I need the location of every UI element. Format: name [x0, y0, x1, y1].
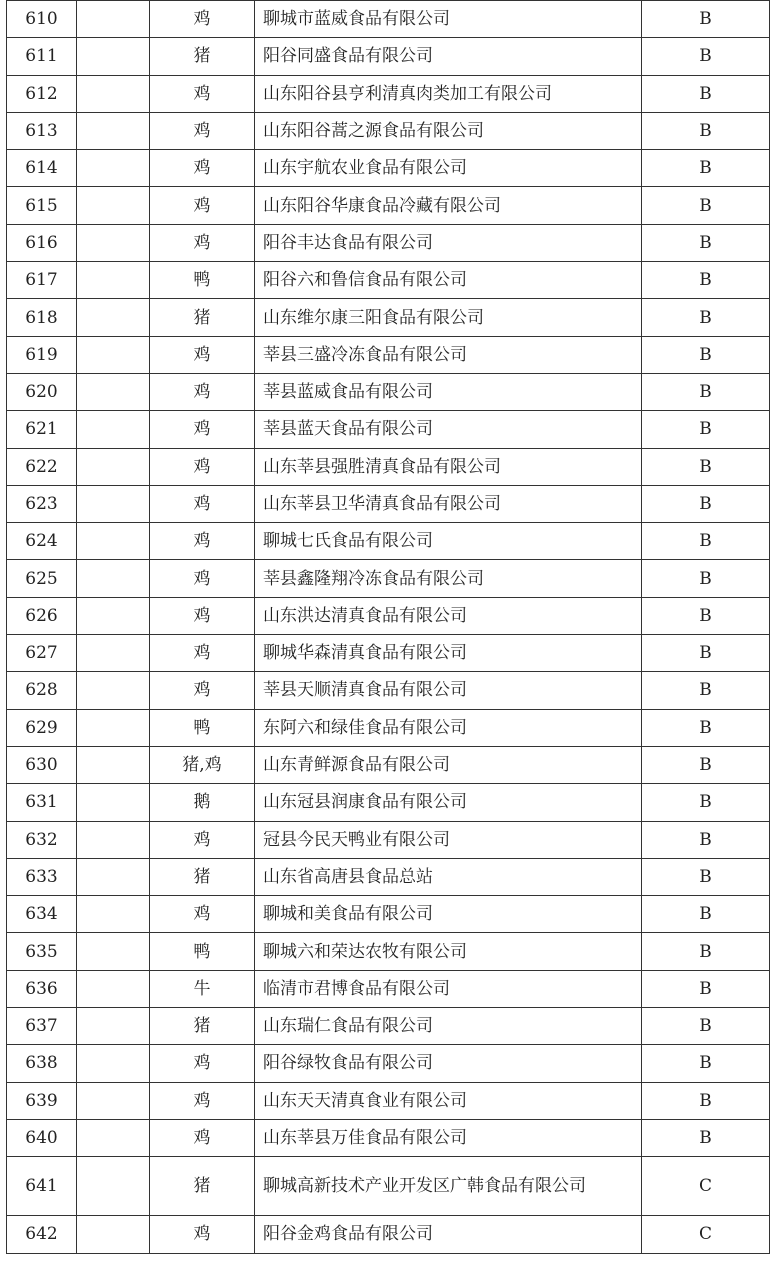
- livestock-type-cell: 鸡: [150, 523, 255, 560]
- grade-cell: B: [642, 262, 770, 299]
- grade-cell: B: [642, 336, 770, 373]
- region-cell: [77, 709, 150, 746]
- company-name-cell: 阳谷绿牧食品有限公司: [255, 1045, 642, 1082]
- company-name-cell: 山东莘县强胜清真食品有限公司: [255, 448, 642, 485]
- company-name-cell: 东阿六和绿佳食品有限公司: [255, 709, 642, 746]
- livestock-type-cell: 猪: [150, 299, 255, 336]
- company-name-cell: 聊城七氏食品有限公司: [255, 523, 642, 560]
- region-cell: [77, 38, 150, 75]
- region-cell: [77, 970, 150, 1007]
- row-number-cell: 629: [7, 709, 77, 746]
- company-name-cell: 山东洪达清真食品有限公司: [255, 597, 642, 634]
- row-number-cell: 610: [7, 1, 77, 38]
- row-number-cell: 617: [7, 262, 77, 299]
- company-name-cell: 莘县鑫隆翔冷冻食品有限公司: [255, 560, 642, 597]
- livestock-type-cell: 猪: [150, 38, 255, 75]
- company-name-cell: 临清市君博食品有限公司: [255, 970, 642, 1007]
- grade-cell: B: [642, 1, 770, 38]
- region-cell: [77, 746, 150, 783]
- company-name-cell: 聊城华森清真食品有限公司: [255, 635, 642, 672]
- region-cell: [77, 373, 150, 410]
- grade-cell: B: [642, 75, 770, 112]
- livestock-type-cell: 鸡: [150, 896, 255, 933]
- region-cell: [77, 187, 150, 224]
- region-cell: [77, 821, 150, 858]
- region-cell: [77, 933, 150, 970]
- table-row: [7, 1157, 770, 1216]
- region-cell: [77, 597, 150, 634]
- row-number-cell: 639: [7, 1082, 77, 1119]
- grade-cell: B: [642, 896, 770, 933]
- region-cell: [77, 336, 150, 373]
- company-name-cell: 山东宇航农业食品有限公司: [255, 150, 642, 187]
- row-number-cell: 622: [7, 448, 77, 485]
- table-row: [7, 821, 770, 858]
- region-cell: [77, 1157, 150, 1216]
- region-cell: [77, 150, 150, 187]
- livestock-type-cell: 鸡: [150, 448, 255, 485]
- grade-cell: B: [642, 187, 770, 224]
- grade-cell: B: [642, 821, 770, 858]
- grade-cell: B: [642, 373, 770, 410]
- table-row: [7, 262, 770, 299]
- row-number-cell: 613: [7, 112, 77, 149]
- region-cell: [77, 112, 150, 149]
- region-cell: [77, 1, 150, 38]
- table-body: [7, 1, 770, 1254]
- grade-cell: B: [642, 1045, 770, 1082]
- company-name-cell: 山东省高唐县食品总站: [255, 858, 642, 895]
- region-cell: [77, 411, 150, 448]
- grade-cell: B: [642, 485, 770, 522]
- company-name-cell: 山东瑞仁食品有限公司: [255, 1008, 642, 1045]
- row-number-cell: 641: [7, 1157, 77, 1216]
- company-name-cell: 莘县蓝威食品有限公司: [255, 373, 642, 410]
- table-row: [7, 1, 770, 38]
- grade-cell: B: [642, 38, 770, 75]
- table-row: [7, 635, 770, 672]
- row-number-cell: 635: [7, 933, 77, 970]
- company-name-cell: 阳谷金鸡食品有限公司: [255, 1216, 642, 1253]
- livestock-type-cell: 鸭: [150, 933, 255, 970]
- grade-cell: B: [642, 560, 770, 597]
- livestock-type-cell: 鸡: [150, 635, 255, 672]
- grade-cell: B: [642, 411, 770, 448]
- table-row: [7, 112, 770, 149]
- table-row: [7, 523, 770, 560]
- region-cell: [77, 784, 150, 821]
- livestock-type-cell: 鸡: [150, 1045, 255, 1082]
- company-name-cell: 聊城六和荣达农牧有限公司: [255, 933, 642, 970]
- region-cell: [77, 858, 150, 895]
- row-number-cell: 623: [7, 485, 77, 522]
- company-name-cell: 山东阳谷县亨利清真肉类加工有限公司: [255, 75, 642, 112]
- row-number-cell: 619: [7, 336, 77, 373]
- livestock-type-cell: 鸭: [150, 262, 255, 299]
- row-number-cell: 636: [7, 970, 77, 1007]
- grade-cell: B: [642, 858, 770, 895]
- row-number-cell: 612: [7, 75, 77, 112]
- table-row: [7, 560, 770, 597]
- grade-cell: B: [642, 635, 770, 672]
- livestock-type-cell: 鸡: [150, 187, 255, 224]
- row-number-cell: 625: [7, 560, 77, 597]
- region-cell: [77, 523, 150, 560]
- row-number-cell: 618: [7, 299, 77, 336]
- table-row: [7, 38, 770, 75]
- table-row: [7, 187, 770, 224]
- row-number-cell: 624: [7, 523, 77, 560]
- livestock-type-cell: 鸡: [150, 597, 255, 634]
- row-number-cell: 634: [7, 896, 77, 933]
- grade-cell: B: [642, 224, 770, 261]
- livestock-type-cell: 猪: [150, 858, 255, 895]
- row-number-cell: 637: [7, 1008, 77, 1045]
- table-row: [7, 1119, 770, 1156]
- row-number-cell: 614: [7, 150, 77, 187]
- row-number-cell: 628: [7, 672, 77, 709]
- table-row: [7, 336, 770, 373]
- grade-cell: B: [642, 150, 770, 187]
- table-row: [7, 1216, 770, 1253]
- table-row: [7, 597, 770, 634]
- grade-cell: B: [642, 970, 770, 1007]
- livestock-type-cell: 鸡: [150, 672, 255, 709]
- row-number-cell: 620: [7, 373, 77, 410]
- row-number-cell: 642: [7, 1216, 77, 1253]
- enterprise-grade-table: [6, 0, 770, 1254]
- table-row: [7, 1008, 770, 1045]
- livestock-type-cell: 鸡: [150, 336, 255, 373]
- region-cell: [77, 635, 150, 672]
- company-name-cell: 山东天天清真食业有限公司: [255, 1082, 642, 1119]
- table-row: [7, 933, 770, 970]
- company-name-cell: 山东阳谷华康食品冷藏有限公司: [255, 187, 642, 224]
- livestock-type-cell: 猪: [150, 1008, 255, 1045]
- table-row: [7, 709, 770, 746]
- grade-cell: C: [642, 1216, 770, 1253]
- region-cell: [77, 672, 150, 709]
- livestock-type-cell: 鸡: [150, 373, 255, 410]
- region-cell: [77, 560, 150, 597]
- livestock-type-cell: 鸡: [150, 560, 255, 597]
- region-cell: [77, 224, 150, 261]
- row-number-cell: 631: [7, 784, 77, 821]
- company-name-cell: 山东莘县万佳食品有限公司: [255, 1119, 642, 1156]
- livestock-type-cell: 鸡: [150, 1119, 255, 1156]
- table-row: [7, 75, 770, 112]
- row-number-cell: 633: [7, 858, 77, 895]
- table-row: [7, 896, 770, 933]
- region-cell: [77, 1119, 150, 1156]
- region-cell: [77, 1008, 150, 1045]
- livestock-type-cell: 鹅: [150, 784, 255, 821]
- table-row: [7, 746, 770, 783]
- region-cell: [77, 299, 150, 336]
- grade-cell: B: [642, 448, 770, 485]
- grade-cell: B: [642, 746, 770, 783]
- table-row: [7, 784, 770, 821]
- company-name-cell: 阳谷六和鲁信食品有限公司: [255, 262, 642, 299]
- livestock-type-cell: 猪,鸡: [150, 746, 255, 783]
- company-name-cell: 山东莘县卫华清真食品有限公司: [255, 485, 642, 522]
- table-row: [7, 448, 770, 485]
- livestock-type-cell: 鸡: [150, 1, 255, 38]
- row-number-cell: 615: [7, 187, 77, 224]
- grade-cell: C: [642, 1157, 770, 1216]
- region-cell: [77, 1082, 150, 1119]
- company-name-cell: 山东青鲜源食品有限公司: [255, 746, 642, 783]
- company-name-cell: 莘县天顺清真食品有限公司: [255, 672, 642, 709]
- grade-cell: B: [642, 299, 770, 336]
- table-row: [7, 373, 770, 410]
- region-cell: [77, 75, 150, 112]
- table-row: [7, 858, 770, 895]
- row-number-cell: 621: [7, 411, 77, 448]
- row-number-cell: 630: [7, 746, 77, 783]
- grade-cell: B: [642, 1082, 770, 1119]
- livestock-type-cell: 鸡: [150, 411, 255, 448]
- region-cell: [77, 262, 150, 299]
- company-name-cell: 山东冠县润康食品有限公司: [255, 784, 642, 821]
- grade-cell: B: [642, 112, 770, 149]
- company-name-cell: 莘县蓝天食品有限公司: [255, 411, 642, 448]
- livestock-type-cell: 鸭: [150, 709, 255, 746]
- table-row: [7, 411, 770, 448]
- company-name-cell: 莘县三盛冷冻食品有限公司: [255, 336, 642, 373]
- company-name-cell: 阳谷丰达食品有限公司: [255, 224, 642, 261]
- livestock-type-cell: 鸡: [150, 1216, 255, 1253]
- table-row: [7, 299, 770, 336]
- row-number-cell: 627: [7, 635, 77, 672]
- table-row: [7, 150, 770, 187]
- grade-cell: B: [642, 709, 770, 746]
- row-number-cell: 626: [7, 597, 77, 634]
- company-name-cell: 阳谷同盛食品有限公司: [255, 38, 642, 75]
- table-row: [7, 672, 770, 709]
- table-row: [7, 1045, 770, 1082]
- row-number-cell: 611: [7, 38, 77, 75]
- grade-cell: B: [642, 672, 770, 709]
- row-number-cell: 616: [7, 224, 77, 261]
- grade-cell: B: [642, 1119, 770, 1156]
- region-cell: [77, 896, 150, 933]
- company-name-cell: 冠县今民天鸭业有限公司: [255, 821, 642, 858]
- livestock-type-cell: 鸡: [150, 485, 255, 522]
- livestock-type-cell: 鸡: [150, 1082, 255, 1119]
- row-number-cell: 640: [7, 1119, 77, 1156]
- region-cell: [77, 1216, 150, 1253]
- company-name-cell: 聊城高新技术产业开发区广韩食品有限公司: [255, 1157, 642, 1216]
- company-name-cell: 山东维尔康三阳食品有限公司: [255, 299, 642, 336]
- grade-cell: B: [642, 1008, 770, 1045]
- livestock-type-cell: 鸡: [150, 821, 255, 858]
- table-row: [7, 1082, 770, 1119]
- livestock-type-cell: 鸡: [150, 150, 255, 187]
- grade-cell: B: [642, 933, 770, 970]
- row-number-cell: 632: [7, 821, 77, 858]
- table-row: [7, 224, 770, 261]
- company-name-cell: 聊城和美食品有限公司: [255, 896, 642, 933]
- company-name-cell: 聊城市蓝威食品有限公司: [255, 1, 642, 38]
- company-name-cell: 山东阳谷蒿之源食品有限公司: [255, 112, 642, 149]
- livestock-type-cell: 鸡: [150, 224, 255, 261]
- table-row: [7, 485, 770, 522]
- livestock-type-cell: 猪: [150, 1157, 255, 1216]
- row-number-cell: 638: [7, 1045, 77, 1082]
- grade-cell: B: [642, 597, 770, 634]
- table-row: [7, 970, 770, 1007]
- livestock-type-cell: 鸡: [150, 112, 255, 149]
- region-cell: [77, 448, 150, 485]
- region-cell: [77, 1045, 150, 1082]
- livestock-type-cell: 牛: [150, 970, 255, 1007]
- grade-cell: B: [642, 523, 770, 560]
- region-cell: [77, 485, 150, 522]
- livestock-type-cell: 鸡: [150, 75, 255, 112]
- grade-cell: B: [642, 784, 770, 821]
